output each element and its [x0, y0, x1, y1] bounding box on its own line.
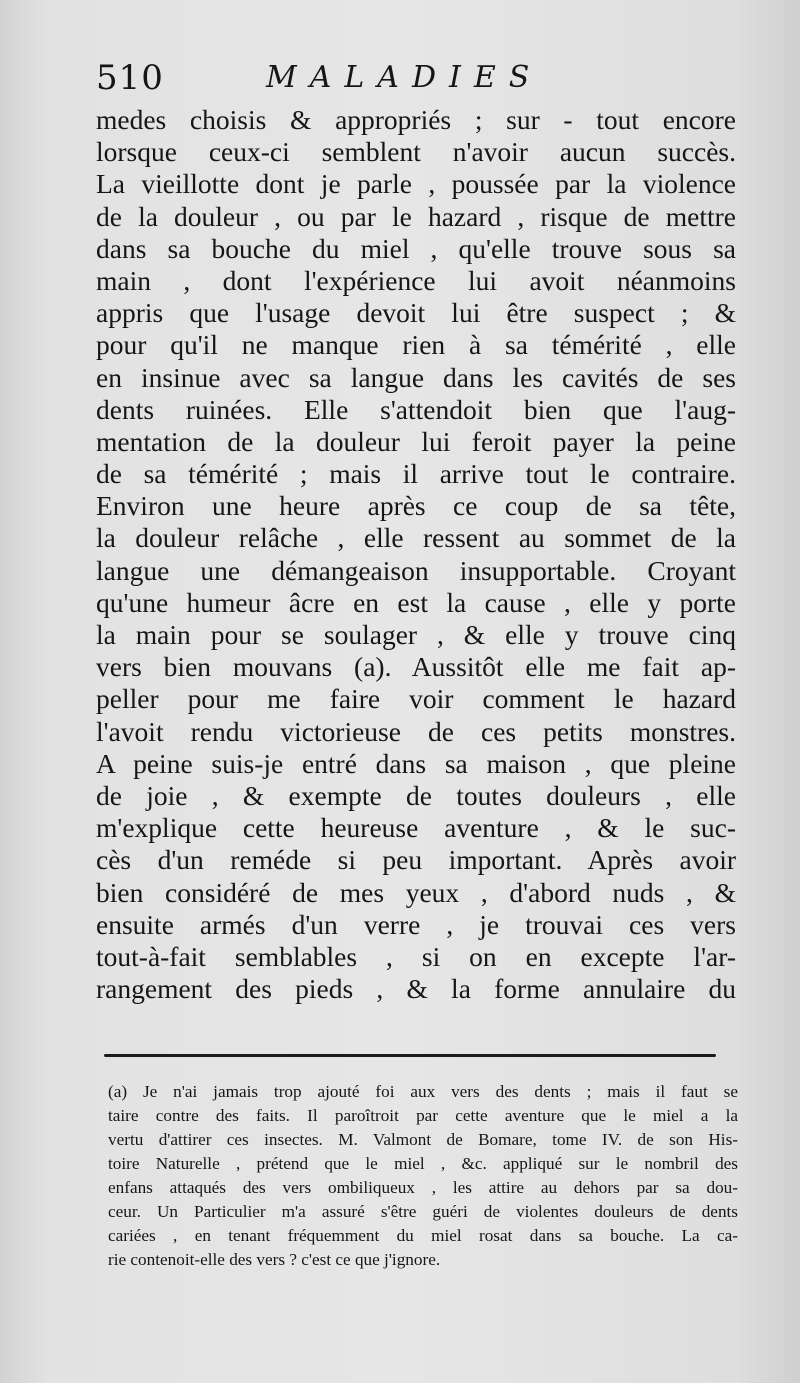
- text-line: peller pour me faire voir comment le hazard: [96, 683, 736, 715]
- text-line: pour qu'il ne manque rien à sa témérité , elle: [96, 329, 736, 361]
- text-line: rangement des pieds , & la forme annulaire du: [96, 973, 736, 1005]
- text-line: mentation de la douleur lui feroit payer la peine: [96, 425, 736, 457]
- text-line: de joie , & exempte de toutes douleurs , elle: [96, 779, 736, 811]
- text-line: m'explique cette heureuse aventure , & le suc-: [96, 812, 736, 844]
- footnote-line: ceur. Un Particulier m'a assuré s'être guéri de violentes douleurs de dents: [108, 1202, 738, 1221]
- text-line: la main pour se soulager , & elle y trouve cinq: [96, 619, 736, 650]
- text-line: appris que l'usage devoit lui être suspect ; &: [96, 297, 736, 329]
- text-line: cès d'un reméde si peu important. Après avoir: [96, 844, 736, 876]
- footnote-line: (a) Je n'ai jamais trop ajouté foi aux vers des dents ; mais il faut se: [108, 1082, 738, 1101]
- main-text: [96, 104, 736, 1005]
- text-line: medes choisis & appropriés ; sur - tout encore: [96, 104, 736, 135]
- footnote-line: vertu d'attirer ces insectes. M. Valmont de Bomare, tome IV. de son His-: [108, 1130, 738, 1149]
- footnote-line: rie contenoit-elle des vers ? c'est ce que j'ignore.: [108, 1250, 441, 1269]
- text-line: Environ une heure après ce coup de sa tête,: [96, 490, 736, 522]
- page-header: [96, 56, 736, 100]
- running-head: MALADIES: [266, 60, 543, 95]
- text-line: dans sa bouche du miel , qu'elle trouve sous sa: [96, 232, 736, 264]
- text-line: qu'une humeur âcre en est la cause , elle y porte: [96, 586, 736, 618]
- text-line: la douleur relâche , elle ressent au sommet de la: [96, 522, 736, 554]
- text-line: lorsque ceux-ci semblent n'avoir aucun succès.: [96, 136, 736, 168]
- text-line: en insinue avec sa langue dans les cavités de ses: [96, 361, 736, 393]
- text-line: vers bien mouvans (a). Aussitôt elle me fait ap-: [96, 651, 736, 683]
- text-line: tout-à-fait semblables , si on en excepte l'ar-: [96, 940, 736, 972]
- footnote-separator-rule: [104, 1054, 716, 1057]
- text-line: main , dont l'expérience lui avoit néanmoins: [96, 264, 736, 296]
- footnote-line: toire Naturelle , prétend que le miel , &c. appliqué sur le nombril des: [108, 1154, 738, 1173]
- text-line: dents ruinées. Elle s'attendoit bien que l'aug-: [96, 393, 736, 425]
- footnote-line: enfans attaqués des vers ombiliqueux , les attire au dehors par sa dou-: [108, 1178, 738, 1197]
- text-line: ensuite armés d'un verre , je trouvai ces vers: [96, 908, 736, 940]
- text-line: bien considéré de mes yeux , d'abord nuds , &: [96, 876, 736, 908]
- page-number: 510: [96, 58, 164, 98]
- text-line: La vieillotte dont je parle , poussée par la violence: [96, 168, 736, 200]
- text-line: l'avoit rendu victorieuse de ces petits monstres.: [96, 715, 736, 747]
- footnote-line: taire contre des faits. Il paroîtroit par cette aventure que le miel a la: [108, 1106, 738, 1125]
- footnote-line: cariées , en tenant fréquemment du miel rosat dans sa bouche. La ca-: [108, 1226, 738, 1245]
- text-line: de sa témérité ; mais il arrive tout le contraire.: [96, 458, 736, 490]
- footnote: [108, 1080, 738, 1272]
- text-line: langue une démangeaison insupportable. Croyant: [96, 554, 736, 586]
- text-line: A peine suis-je entré dans sa maison , que pleine: [96, 747, 736, 779]
- text-line: de la douleur , ou par le hazard , risque de mettre: [96, 200, 736, 232]
